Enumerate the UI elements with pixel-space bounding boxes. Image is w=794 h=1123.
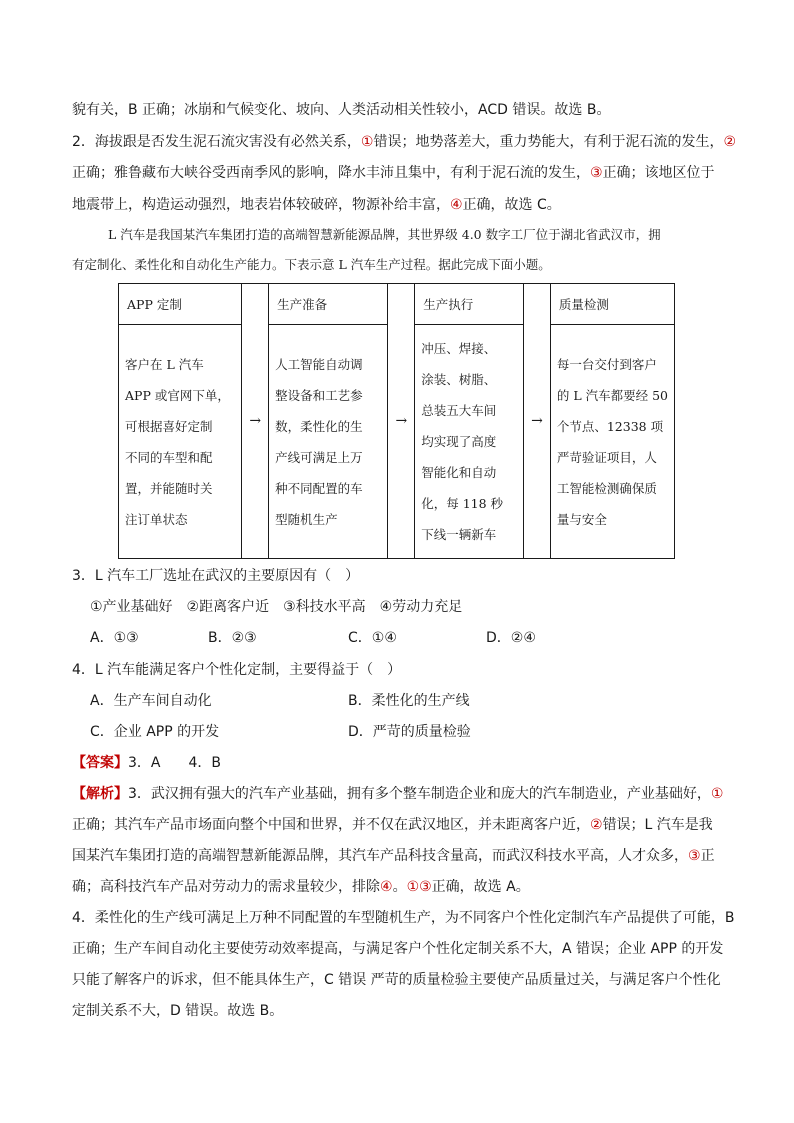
production-flow-table [118, 283, 675, 559]
q4-stem: 4．L 汽车能满足客户个性化定制，主要得益于（ ） [72, 662, 402, 678]
cell-execution: 冲压、焊接、 涂装、树脂、 总装五大车间 均实现了高度 智能化和自动 化，每 118 秒 下线一辆新车 [415, 325, 524, 559]
q2-line-3: 地震带上，构造运动强烈，地表岩体较破碎，物源补给丰富，④正确，故选 C。 [72, 197, 561, 213]
analysis-q4-line-3: 只能了解客户的诉求，但不能具体生产，C 错误 严苛的质量检验主要使产品质量过关，与满足客户个性化 [72, 972, 721, 988]
q3-option-a: A．①③ [90, 630, 139, 646]
intro-line-1: L 汽车是我国某汽车集团打造的高端智慧新能源品牌，其世界级 4.0 数字工厂位于湖北省武汉市，拥 [108, 227, 661, 242]
header-quality-check: 质量检测 [550, 284, 674, 325]
q3-option-b: B．②③ [208, 630, 257, 646]
q3-option-d: D．②④ [486, 630, 536, 646]
arrow-3: → [524, 284, 551, 559]
q4-option-c: C．企业 APP 的开发 [90, 724, 220, 740]
analysis-q4-line-2: 正确；生产车间自动化主要使劳动效率提高，与满足客户个性化定制关系不大，A 错误；企业 APP 的开发 [72, 941, 724, 957]
header-execution: 生产执行 [415, 284, 524, 325]
q3-items: ①产业基础好 ②距离客户近 ③科技水平高 ④劳动力充足 [90, 599, 463, 615]
cell-preparation: 人工智能自动调 整设备和工艺参 数，柔性化的生 产线可满足上万 种不同配置的车 型随机生产 [269, 325, 388, 559]
q2-line-2: 正确；雅鲁藏布大峡谷受西南季风的影响，降水丰沛且集中，有利于泥石流的发生，③正确；该地区位于 [72, 165, 715, 181]
analysis-line-1: 【解析】3．武汉拥有强大的汽车产业基础，拥有多个整车制造企业和庞大的汽车制造业，产业基础好，① [72, 786, 724, 802]
answer-text: 3．A 4．B [128, 755, 221, 771]
q4-option-b: B．柔性化的生产线 [348, 693, 470, 709]
cell-app-custom: 客户在 L 汽车 APP 或官网下单， 可根据喜好定制 不同的车型和配 置，并能随时关 注订单状态 [119, 325, 242, 559]
analysis-q4-line-1: 4．柔性化的生产线可满足上万种不同配置的车型随机生产，为不同客户个性化定制汽车产品提供了可能，B [72, 910, 735, 926]
analysis-line-3: 国某汽车集团打造的高端智慧新能源品牌，其汽车产品科技含量高，而武汉科技水平高，人才众多，③正 [72, 848, 715, 864]
q2-line-1: 2．海拔跟是否发生泥石流灾害没有必然关系，①错误；地势落差大，重力势能大，有利于泥石流的发生，② [72, 134, 737, 150]
q3-stem: 3．L 汽车工厂选址在武汉的主要原因有（ ） [72, 568, 360, 584]
answer-label: 【答案】 [72, 755, 128, 771]
q4-option-d: D．严苛的质量检验 [348, 724, 471, 740]
analysis-line-2: 正确；其汽车产品市场面向整个中国和世界，并不仅在武汉地区，并未距离客户近，②错误；L 汽车是我 [72, 817, 713, 833]
cell-quality-check: 每一台交付到客户 的 L 汽车都要经 50 个节点、12338 项 严苛验证项目，人 工智能检测确保质 量与安全 [550, 325, 674, 559]
arrow-1: → [242, 284, 269, 559]
header-app-custom: APP 定制 [119, 284, 242, 325]
analysis-label: 【解析】 [72, 786, 128, 802]
text-line: 貌有关，B 正确；冰崩和气候变化、坡向、人类活动相关性较小，ACD 错误。故选 B。 [72, 102, 611, 118]
answer-line [72, 753, 221, 773]
analysis-q4-line-4: 定制关系不大，D 错误。故选 B。 [72, 1003, 284, 1019]
header-preparation: 生产准备 [269, 284, 388, 325]
q4-option-a: A．生产车间自动化 [90, 693, 212, 709]
intro-line-2: 有定制化、柔性化和自动化生产能力。下表示意 L 汽车生产过程。据此完成下面小题。 [72, 257, 551, 272]
analysis-line-4: 确；高科技汽车产品对劳动力的需求量较少，排除④。①③正确，故选 A。 [72, 879, 530, 895]
arrow-2: → [388, 284, 415, 559]
q3-option-c: C．①④ [348, 630, 397, 646]
